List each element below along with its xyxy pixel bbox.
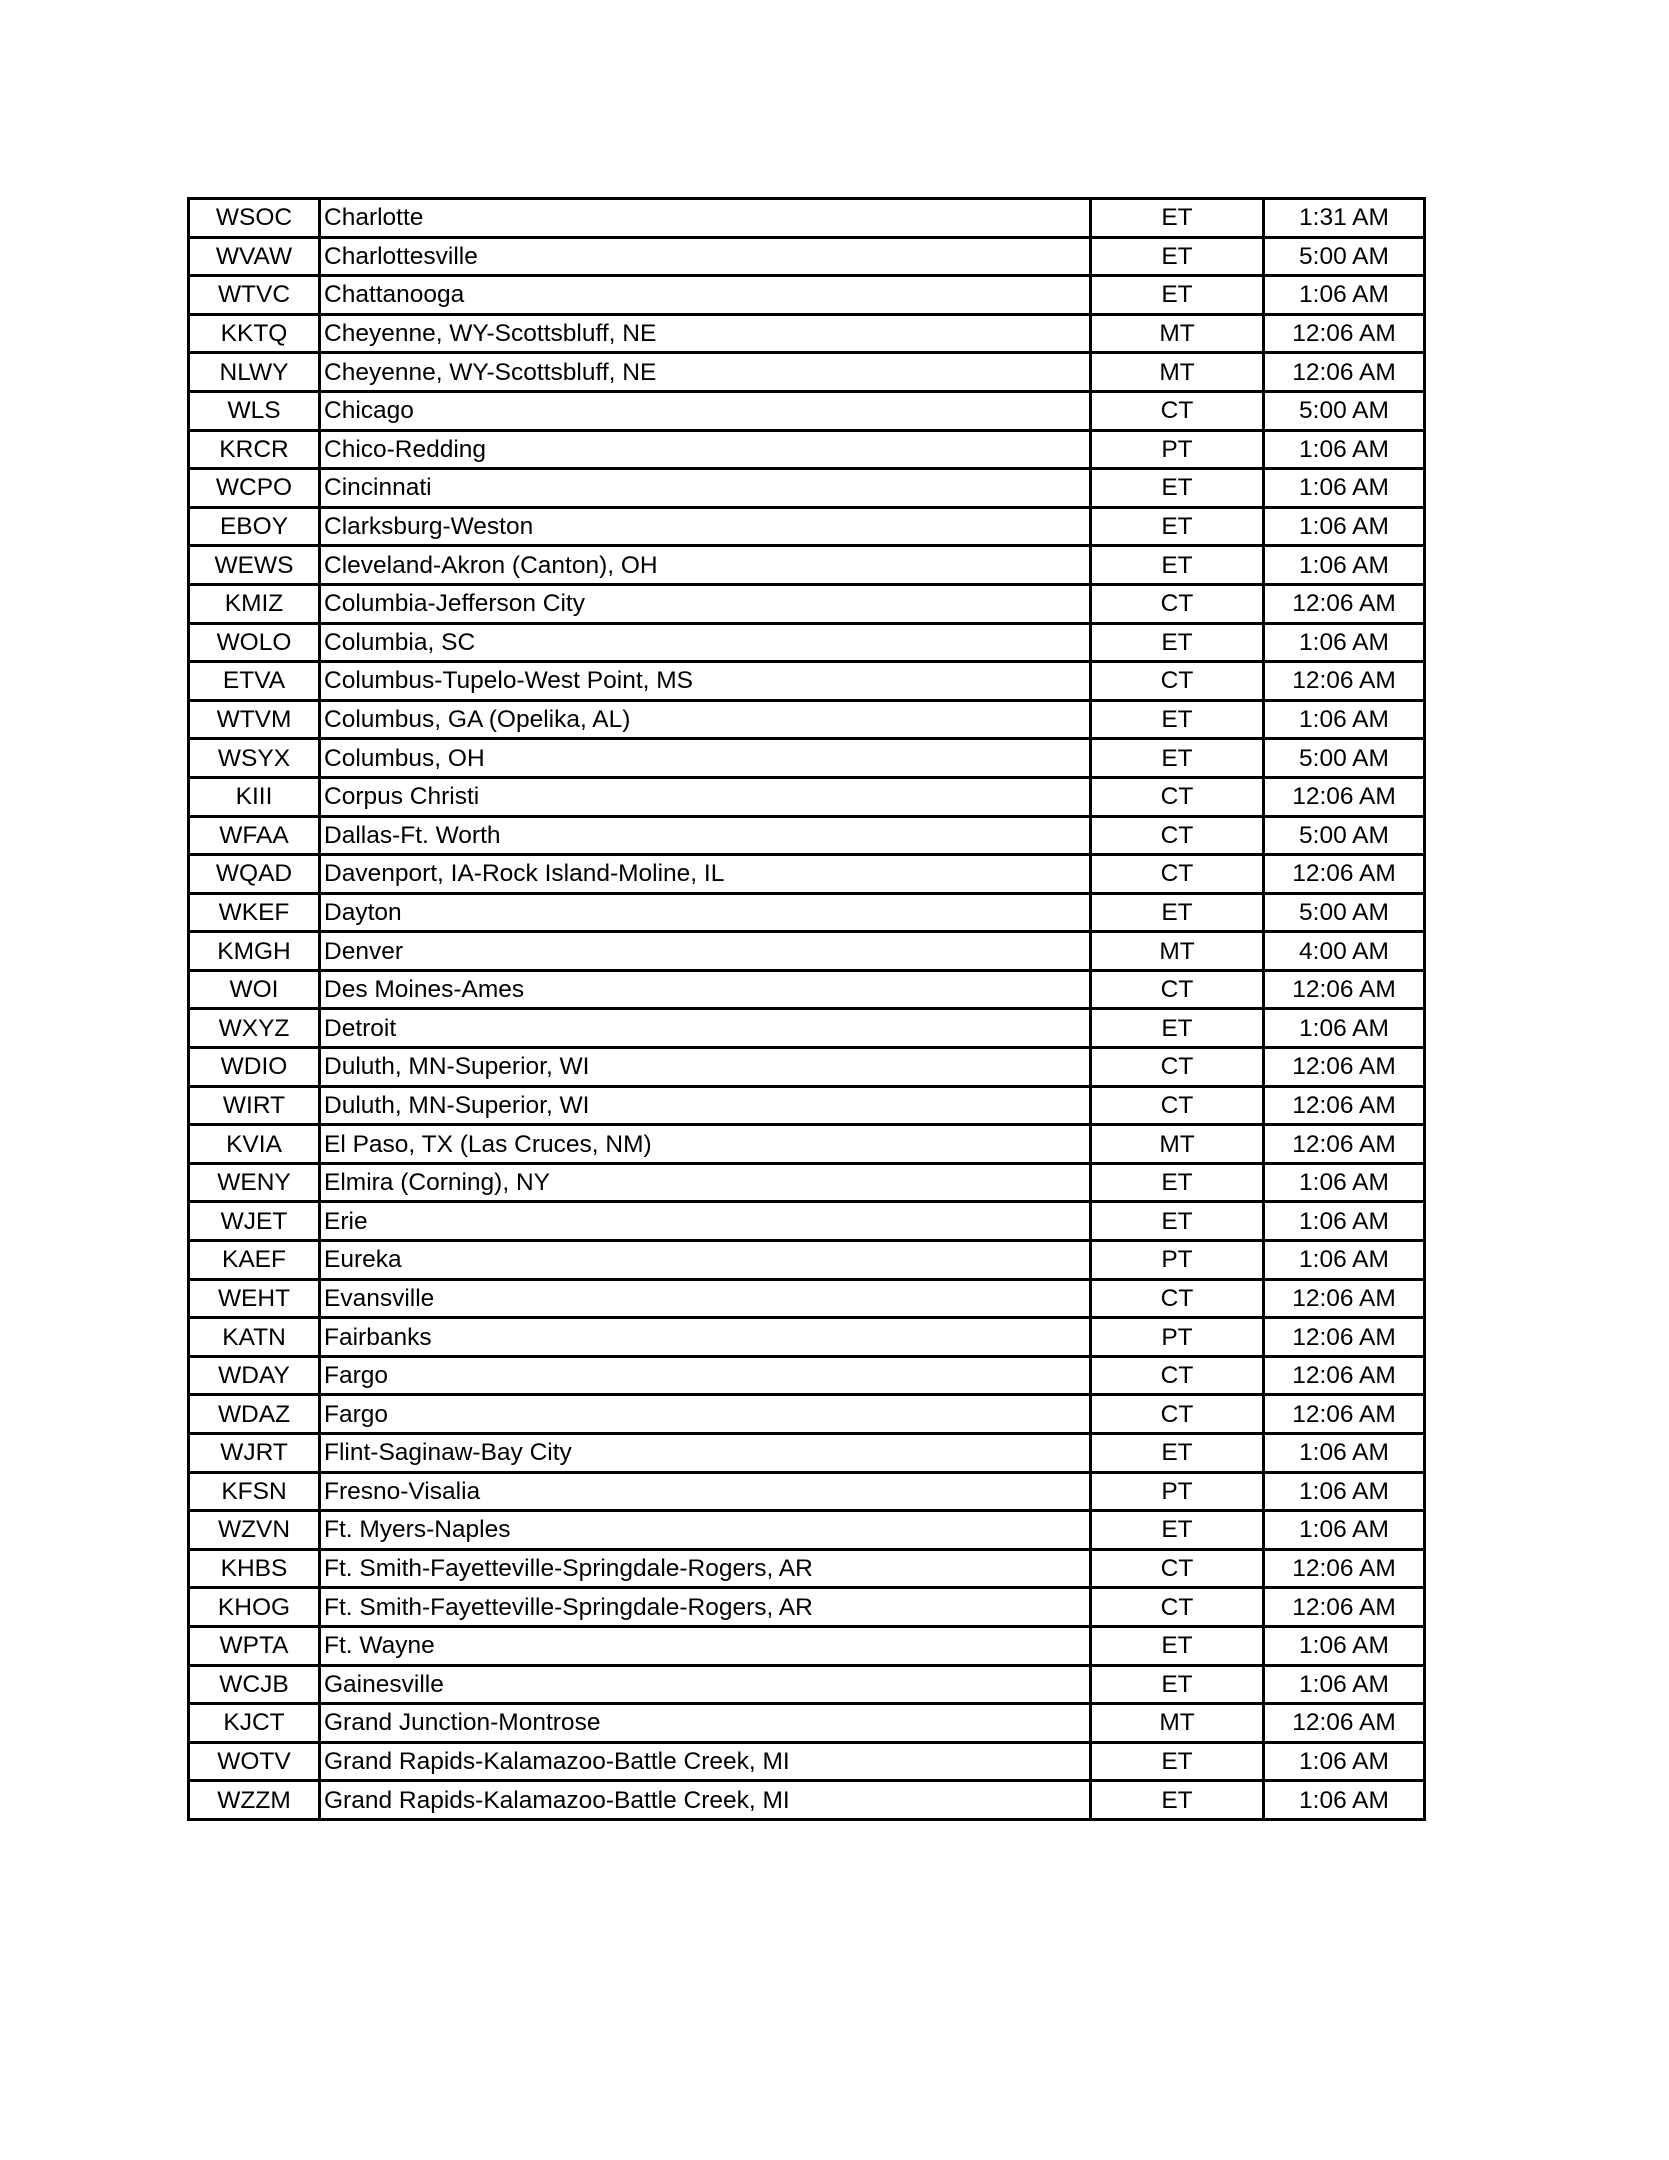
air-time-cell: 12:06 AM bbox=[1264, 662, 1425, 701]
call-sign-cell: WDAY bbox=[189, 1356, 320, 1395]
time-zone-cell: CT bbox=[1091, 1279, 1264, 1318]
time-zone-cell: MT bbox=[1091, 1125, 1264, 1164]
air-time-cell: 1:06 AM bbox=[1264, 430, 1425, 469]
time-zone-cell: MT bbox=[1091, 1704, 1264, 1743]
time-zone-cell: PT bbox=[1091, 1241, 1264, 1280]
call-sign-cell: WDAZ bbox=[189, 1395, 320, 1434]
market-cell: Columbus, OH bbox=[320, 739, 1091, 778]
market-cell: Detroit bbox=[320, 1009, 1091, 1048]
time-zone-cell: PT bbox=[1091, 1472, 1264, 1511]
market-cell: Fargo bbox=[320, 1356, 1091, 1395]
market-cell: Ft. Smith-Fayetteville-Springdale-Rogers, AR bbox=[320, 1588, 1091, 1627]
call-sign-cell: WCPO bbox=[189, 469, 320, 508]
time-zone-cell: CT bbox=[1091, 662, 1264, 701]
time-zone-cell: CT bbox=[1091, 1395, 1264, 1434]
table-row bbox=[189, 1588, 1425, 1627]
call-sign-cell: ETVA bbox=[189, 662, 320, 701]
air-time-cell: 12:06 AM bbox=[1264, 1704, 1425, 1743]
market-cell: Charlottesville bbox=[320, 237, 1091, 276]
table-row bbox=[189, 816, 1425, 855]
market-cell: Columbus-Tupelo-West Point, MS bbox=[320, 662, 1091, 701]
table-row bbox=[189, 430, 1425, 469]
air-time-cell: 1:06 AM bbox=[1264, 1781, 1425, 1820]
market-cell: Cheyenne, WY-Scottsbluff, NE bbox=[320, 353, 1091, 392]
air-time-cell: 1:06 AM bbox=[1264, 276, 1425, 315]
time-zone-cell: ET bbox=[1091, 1626, 1264, 1665]
time-zone-cell: MT bbox=[1091, 314, 1264, 353]
air-time-cell: 1:06 AM bbox=[1264, 700, 1425, 739]
air-time-cell: 12:06 AM bbox=[1264, 314, 1425, 353]
call-sign-cell: WZZM bbox=[189, 1781, 320, 1820]
call-sign-cell: WXYZ bbox=[189, 1009, 320, 1048]
time-zone-cell: ET bbox=[1091, 700, 1264, 739]
table-row bbox=[189, 893, 1425, 932]
air-time-cell: 5:00 AM bbox=[1264, 391, 1425, 430]
air-time-cell: 12:06 AM bbox=[1264, 1048, 1425, 1087]
time-zone-cell: CT bbox=[1091, 1086, 1264, 1125]
call-sign-cell: WOLO bbox=[189, 623, 320, 662]
call-sign-cell: NLWY bbox=[189, 353, 320, 392]
call-sign-cell: KHOG bbox=[189, 1588, 320, 1627]
air-time-cell: 1:06 AM bbox=[1264, 507, 1425, 546]
market-cell: Dayton bbox=[320, 893, 1091, 932]
call-sign-cell: KVIA bbox=[189, 1125, 320, 1164]
air-time-cell: 1:06 AM bbox=[1264, 469, 1425, 508]
time-zone-cell: ET bbox=[1091, 893, 1264, 932]
time-zone-cell: CT bbox=[1091, 777, 1264, 816]
market-cell: Des Moines-Ames bbox=[320, 970, 1091, 1009]
air-time-cell: 12:06 AM bbox=[1264, 1395, 1425, 1434]
call-sign-cell: KAEF bbox=[189, 1241, 320, 1280]
table-row bbox=[189, 1086, 1425, 1125]
call-sign-cell: WENY bbox=[189, 1163, 320, 1202]
table-row bbox=[189, 1781, 1425, 1820]
station-schedule-table bbox=[187, 197, 1426, 1821]
call-sign-cell: WVAW bbox=[189, 237, 320, 276]
market-cell: Cleveland-Akron (Canton), OH bbox=[320, 546, 1091, 585]
time-zone-cell: ET bbox=[1091, 469, 1264, 508]
time-zone-cell: ET bbox=[1091, 1434, 1264, 1473]
call-sign-cell: WSYX bbox=[189, 739, 320, 778]
table-row bbox=[189, 1472, 1425, 1511]
market-cell: Eureka bbox=[320, 1241, 1091, 1280]
market-cell: Grand Junction-Montrose bbox=[320, 1704, 1091, 1743]
call-sign-cell: KATN bbox=[189, 1318, 320, 1357]
table-row bbox=[189, 1241, 1425, 1280]
time-zone-cell: ET bbox=[1091, 276, 1264, 315]
air-time-cell: 12:06 AM bbox=[1264, 1356, 1425, 1395]
market-cell: Fargo bbox=[320, 1395, 1091, 1434]
air-time-cell: 12:06 AM bbox=[1264, 1318, 1425, 1357]
time-zone-cell: CT bbox=[1091, 1356, 1264, 1395]
market-cell: Columbus, GA (Opelika, AL) bbox=[320, 700, 1091, 739]
market-cell: Davenport, IA-Rock Island-Moline, IL bbox=[320, 855, 1091, 894]
call-sign-cell: WZVN bbox=[189, 1511, 320, 1550]
market-cell: Ft. Myers-Naples bbox=[320, 1511, 1091, 1550]
time-zone-cell: CT bbox=[1091, 816, 1264, 855]
table-row bbox=[189, 1549, 1425, 1588]
market-cell: Ft. Smith-Fayetteville-Springdale-Rogers, AR bbox=[320, 1549, 1091, 1588]
air-time-cell: 1:06 AM bbox=[1264, 1511, 1425, 1550]
table-row bbox=[189, 1511, 1425, 1550]
table-row bbox=[189, 739, 1425, 778]
time-zone-cell: CT bbox=[1091, 1549, 1264, 1588]
table-row bbox=[189, 237, 1425, 276]
air-time-cell: 5:00 AM bbox=[1264, 237, 1425, 276]
table-row bbox=[189, 1742, 1425, 1781]
table-row bbox=[189, 1125, 1425, 1164]
market-cell: Columbia, SC bbox=[320, 623, 1091, 662]
air-time-cell: 1:06 AM bbox=[1264, 546, 1425, 585]
table-row bbox=[189, 1318, 1425, 1357]
table-row bbox=[189, 855, 1425, 894]
table-row bbox=[189, 584, 1425, 623]
market-cell: Duluth, MN-Superior, WI bbox=[320, 1086, 1091, 1125]
market-cell: Corpus Christi bbox=[320, 777, 1091, 816]
market-cell: Grand Rapids-Kalamazoo-Battle Creek, MI bbox=[320, 1742, 1091, 1781]
air-time-cell: 12:06 AM bbox=[1264, 855, 1425, 894]
call-sign-cell: EBOY bbox=[189, 507, 320, 546]
market-cell: Dallas-Ft. Worth bbox=[320, 816, 1091, 855]
call-sign-cell: KIII bbox=[189, 777, 320, 816]
call-sign-cell: KMGH bbox=[189, 932, 320, 971]
table-row bbox=[189, 199, 1425, 238]
market-cell: Cincinnati bbox=[320, 469, 1091, 508]
table-row bbox=[189, 932, 1425, 971]
table-row bbox=[189, 546, 1425, 585]
air-time-cell: 1:06 AM bbox=[1264, 1472, 1425, 1511]
call-sign-cell: WPTA bbox=[189, 1626, 320, 1665]
table-row bbox=[189, 1395, 1425, 1434]
air-time-cell: 1:06 AM bbox=[1264, 1434, 1425, 1473]
table-row bbox=[189, 1434, 1425, 1473]
table-row bbox=[189, 391, 1425, 430]
call-sign-cell: WQAD bbox=[189, 855, 320, 894]
call-sign-cell: WEWS bbox=[189, 546, 320, 585]
time-zone-cell: MT bbox=[1091, 932, 1264, 971]
market-cell: Fresno-Visalia bbox=[320, 1472, 1091, 1511]
table-row bbox=[189, 276, 1425, 315]
air-time-cell: 1:06 AM bbox=[1264, 1665, 1425, 1704]
air-time-cell: 12:06 AM bbox=[1264, 1125, 1425, 1164]
call-sign-cell: WJRT bbox=[189, 1434, 320, 1473]
call-sign-cell: WJET bbox=[189, 1202, 320, 1241]
market-cell: Chico-Redding bbox=[320, 430, 1091, 469]
call-sign-cell: WTVM bbox=[189, 700, 320, 739]
table-body bbox=[189, 199, 1425, 1820]
table-row bbox=[189, 1279, 1425, 1318]
market-cell: Chicago bbox=[320, 391, 1091, 430]
table-row bbox=[189, 662, 1425, 701]
table-row bbox=[189, 1704, 1425, 1743]
time-zone-cell: ET bbox=[1091, 739, 1264, 778]
market-cell: Evansville bbox=[320, 1279, 1091, 1318]
time-zone-cell: CT bbox=[1091, 855, 1264, 894]
call-sign-cell: WOI bbox=[189, 970, 320, 1009]
call-sign-cell: KHBS bbox=[189, 1549, 320, 1588]
table-row bbox=[189, 1626, 1425, 1665]
table-row bbox=[189, 507, 1425, 546]
call-sign-cell: WCJB bbox=[189, 1665, 320, 1704]
market-cell: Duluth, MN-Superior, WI bbox=[320, 1048, 1091, 1087]
call-sign-cell: WFAA bbox=[189, 816, 320, 855]
call-sign-cell: KJCT bbox=[189, 1704, 320, 1743]
air-time-cell: 1:06 AM bbox=[1264, 1241, 1425, 1280]
market-cell: Chattanooga bbox=[320, 276, 1091, 315]
call-sign-cell: WLS bbox=[189, 391, 320, 430]
air-time-cell: 12:06 AM bbox=[1264, 1549, 1425, 1588]
air-time-cell: 12:06 AM bbox=[1264, 1588, 1425, 1627]
market-cell: Clarksburg-Weston bbox=[320, 507, 1091, 546]
market-cell: Flint-Saginaw-Bay City bbox=[320, 1434, 1091, 1473]
table-row bbox=[189, 700, 1425, 739]
market-cell: Charlotte bbox=[320, 199, 1091, 238]
time-zone-cell: ET bbox=[1091, 1781, 1264, 1820]
call-sign-cell: WIRT bbox=[189, 1086, 320, 1125]
table-row bbox=[189, 469, 1425, 508]
time-zone-cell: ET bbox=[1091, 1009, 1264, 1048]
time-zone-cell: PT bbox=[1091, 1318, 1264, 1357]
air-time-cell: 1:06 AM bbox=[1264, 1626, 1425, 1665]
time-zone-cell: ET bbox=[1091, 199, 1264, 238]
time-zone-cell: ET bbox=[1091, 1202, 1264, 1241]
air-time-cell: 1:06 AM bbox=[1264, 1163, 1425, 1202]
call-sign-cell: KFSN bbox=[189, 1472, 320, 1511]
air-time-cell: 5:00 AM bbox=[1264, 816, 1425, 855]
air-time-cell: 12:06 AM bbox=[1264, 1279, 1425, 1318]
call-sign-cell: WOTV bbox=[189, 1742, 320, 1781]
air-time-cell: 12:06 AM bbox=[1264, 1086, 1425, 1125]
table-row bbox=[189, 777, 1425, 816]
time-zone-cell: MT bbox=[1091, 353, 1264, 392]
table-row bbox=[189, 314, 1425, 353]
time-zone-cell: CT bbox=[1091, 584, 1264, 623]
table-row bbox=[189, 1048, 1425, 1087]
time-zone-cell: ET bbox=[1091, 1742, 1264, 1781]
market-cell: Cheyenne, WY-Scottsbluff, NE bbox=[320, 314, 1091, 353]
air-time-cell: 1:06 AM bbox=[1264, 1202, 1425, 1241]
air-time-cell: 4:00 AM bbox=[1264, 932, 1425, 971]
air-time-cell: 1:06 AM bbox=[1264, 1742, 1425, 1781]
call-sign-cell: WEHT bbox=[189, 1279, 320, 1318]
market-cell: Fairbanks bbox=[320, 1318, 1091, 1357]
time-zone-cell: ET bbox=[1091, 1665, 1264, 1704]
call-sign-cell: KKTQ bbox=[189, 314, 320, 353]
table-row bbox=[189, 970, 1425, 1009]
air-time-cell: 5:00 AM bbox=[1264, 893, 1425, 932]
market-cell: El Paso, TX (Las Cruces, NM) bbox=[320, 1125, 1091, 1164]
time-zone-cell: ET bbox=[1091, 1163, 1264, 1202]
call-sign-cell: KRCR bbox=[189, 430, 320, 469]
air-time-cell: 1:31 AM bbox=[1264, 199, 1425, 238]
time-zone-cell: PT bbox=[1091, 430, 1264, 469]
call-sign-cell: WTVC bbox=[189, 276, 320, 315]
air-time-cell: 1:06 AM bbox=[1264, 1009, 1425, 1048]
call-sign-cell: WKEF bbox=[189, 893, 320, 932]
table-row bbox=[189, 1356, 1425, 1395]
table-row bbox=[189, 353, 1425, 392]
table-row bbox=[189, 1665, 1425, 1704]
time-zone-cell: CT bbox=[1091, 391, 1264, 430]
time-zone-cell: ET bbox=[1091, 623, 1264, 662]
time-zone-cell: ET bbox=[1091, 546, 1264, 585]
time-zone-cell: ET bbox=[1091, 237, 1264, 276]
market-cell: Grand Rapids-Kalamazoo-Battle Creek, MI bbox=[320, 1781, 1091, 1820]
air-time-cell: 12:06 AM bbox=[1264, 777, 1425, 816]
time-zone-cell: CT bbox=[1091, 970, 1264, 1009]
time-zone-cell: ET bbox=[1091, 507, 1264, 546]
air-time-cell: 12:06 AM bbox=[1264, 353, 1425, 392]
market-cell: Erie bbox=[320, 1202, 1091, 1241]
call-sign-cell: KMIZ bbox=[189, 584, 320, 623]
table-row bbox=[189, 1009, 1425, 1048]
call-sign-cell: WDIO bbox=[189, 1048, 320, 1087]
market-cell: Elmira (Corning), NY bbox=[320, 1163, 1091, 1202]
air-time-cell: 5:00 AM bbox=[1264, 739, 1425, 778]
time-zone-cell: CT bbox=[1091, 1048, 1264, 1087]
table-row bbox=[189, 1202, 1425, 1241]
market-cell: Columbia-Jefferson City bbox=[320, 584, 1091, 623]
air-time-cell: 1:06 AM bbox=[1264, 623, 1425, 662]
air-time-cell: 12:06 AM bbox=[1264, 970, 1425, 1009]
table-row bbox=[189, 1163, 1425, 1202]
market-cell: Ft. Wayne bbox=[320, 1626, 1091, 1665]
time-zone-cell: ET bbox=[1091, 1511, 1264, 1550]
time-zone-cell: CT bbox=[1091, 1588, 1264, 1627]
market-cell: Gainesville bbox=[320, 1665, 1091, 1704]
call-sign-cell: WSOC bbox=[189, 199, 320, 238]
air-time-cell: 12:06 AM bbox=[1264, 584, 1425, 623]
table-row bbox=[189, 623, 1425, 662]
market-cell: Denver bbox=[320, 932, 1091, 971]
